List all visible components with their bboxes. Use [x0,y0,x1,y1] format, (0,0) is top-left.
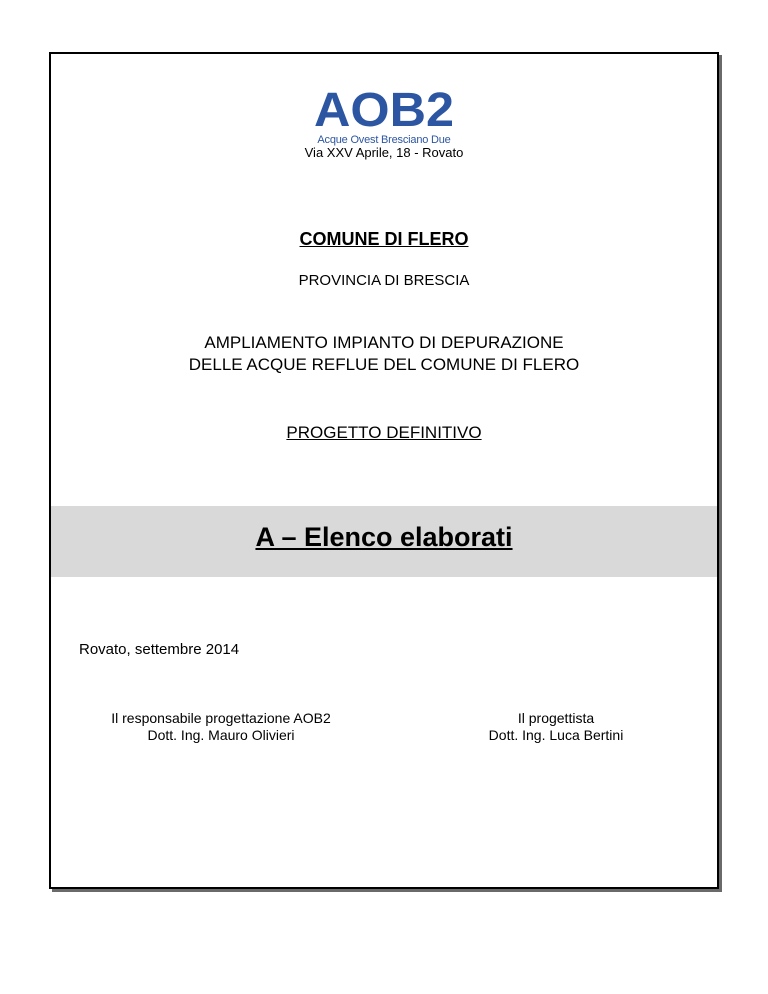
province-label: PROVINCIA DI BRESCIA [298,272,470,289]
project-title-line-2: DELLE ACQUE REFLUE DEL COMUNE DI FLERO [188,355,580,374]
cover-frame [49,52,719,889]
right-signer-name: Dott. Ing. Luca Bertini [488,727,624,743]
project-title-line-1: AMPLIAMENTO IMPIANTO DI DEPURAZIONE [204,333,564,352]
title-band [51,506,717,577]
document-title: A – Elenco elaborati [255,522,513,552]
place-date: Rovato, settembre 2014 [79,641,240,658]
signature-block-left [88,710,354,744]
right-signer-role: Il progettista [517,710,595,726]
left-signer-name: Dott. Ing. Mauro Olivieri [147,727,295,743]
company-address: Via XXV Aprile, 18 - Rovato [304,145,464,160]
project-phase: PROGETTO DEFINITIVO [286,423,482,442]
aob2-logo [51,84,717,146]
project-title [51,332,717,376]
logo-subtitle: Acque Ovest Bresciano Due [317,134,451,146]
left-signer-role: Il responsabile progettazione AOB2 [111,710,331,726]
logo-mark: AOB2 [313,84,455,137]
municipality-heading: COMUNE DI FLERO [299,229,469,249]
signature-block-right [461,710,651,744]
